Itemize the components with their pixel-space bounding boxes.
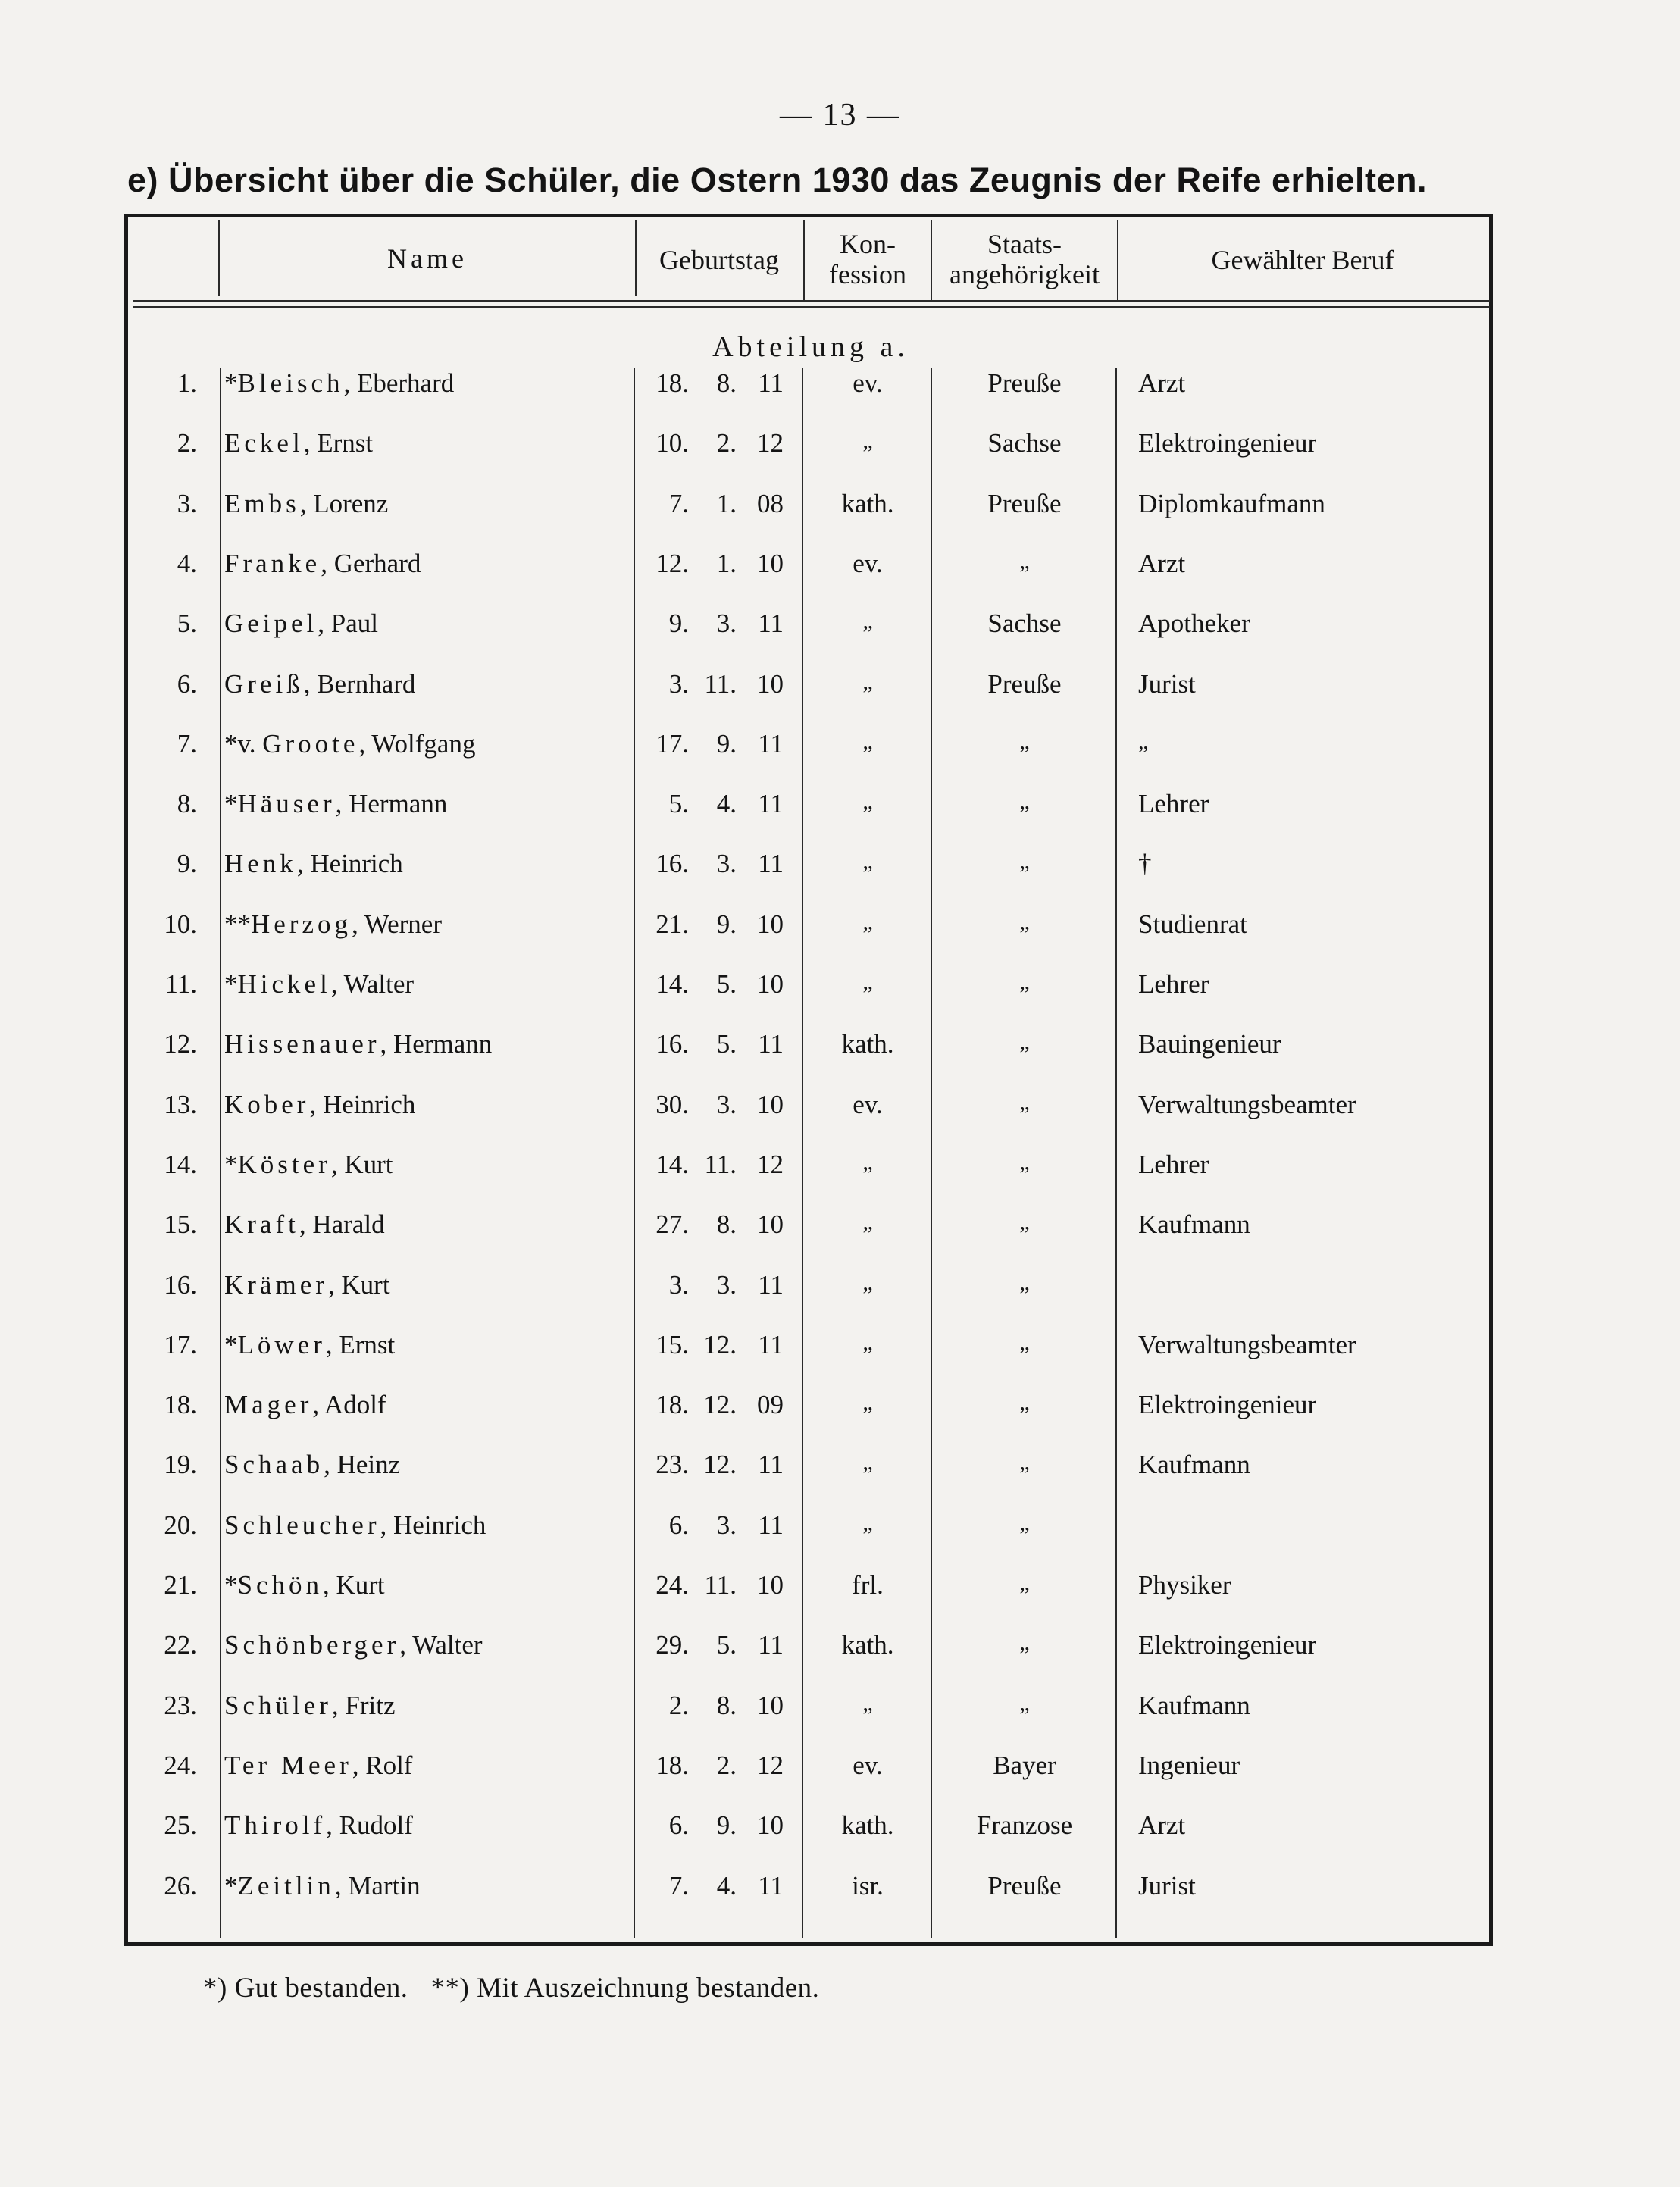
header-staat-line2: angehörigkeit [949,259,1100,289]
student-name [224,729,475,759]
beruf: Arzt [1138,368,1186,398]
surname: Schönberger [224,1630,400,1660]
header-staat-line1: Staats- [987,229,1062,259]
student-name [224,1390,386,1420]
birth-year: 10 [757,1691,784,1720]
birth-day: 18. [655,368,689,398]
staatsangehoerigkeit: Sachse [987,428,1062,458]
birth-year: 11 [758,789,784,818]
birth-year: 08 [757,489,784,518]
student-name [224,1751,412,1781]
konfession: „ [862,1150,873,1175]
column-divider [931,368,932,1938]
birth-day: 18. [655,1751,689,1780]
surname: Krämer [224,1270,328,1300]
birth-year: 11 [758,1029,784,1059]
given-name: , Rudolf [326,1810,413,1840]
student-name [224,489,388,519]
name-prefix: ** [224,909,251,939]
birth-day: 24. [655,1570,689,1600]
student-name [224,1871,421,1901]
staatsangehoerigkeit: „ [1019,849,1030,874]
birth-day: 16. [655,849,689,878]
staatsangehoerigkeit: „ [1019,1209,1030,1234]
birth-month: 11. [704,1570,737,1600]
birth-month: 3. [716,609,737,638]
birth-year: 11 [758,1630,784,1660]
surname: Häuser [237,789,336,818]
given-name: , Bernhard [303,669,416,699]
row-number: 11. [164,969,197,999]
birth-day: 29. [655,1630,689,1660]
name-prefix: * [224,1330,238,1359]
staatsangehoerigkeit: „ [1019,1150,1030,1175]
staatsangehoerigkeit: „ [1019,1390,1030,1415]
surname: Mager [224,1390,313,1419]
konfession: ev. [853,549,883,578]
birth-day: 30. [655,1090,689,1119]
given-name: , Adolf [312,1390,386,1419]
header-geburtstag: Geburtstag [659,245,779,275]
birth-day: 23. [655,1450,689,1479]
birth-month: 3. [716,849,737,878]
birth-day: 6. [668,1510,689,1540]
konfession: kath. [841,1029,894,1059]
birth-day: 12. [655,549,689,578]
staatsangehoerigkeit: „ [1019,909,1030,934]
column-divider [802,368,803,1938]
konfession: „ [862,669,873,694]
name-prefix: * [224,1150,238,1179]
birth-day: 18. [655,1390,689,1419]
surname: Greiß [224,669,304,699]
row-number: 9. [177,849,197,878]
beruf: Studienrat [1138,909,1247,939]
student-name [224,1570,385,1600]
konfession: kath. [841,1810,894,1840]
birth-year: 11 [758,1450,784,1479]
birth-month: 9. [716,729,737,759]
row-number: 22. [164,1630,197,1660]
birth-year: 12 [757,428,784,458]
given-name: , Rolf [352,1751,413,1780]
given-name: , Walter [399,1630,483,1660]
birth-year: 11 [758,729,784,759]
birth-day: 21. [655,909,689,939]
given-name: , Fritz [331,1691,396,1720]
given-name: , Harald [299,1209,385,1239]
column-divider [220,368,221,1938]
konfession: „ [862,428,873,453]
birth-day: 16. [655,1029,689,1059]
birth-month: 4. [716,1871,737,1901]
name-prefix: * [224,1570,238,1600]
surname: Hickel [237,969,331,999]
student-name [224,428,373,458]
row-number: 10. [164,909,197,939]
given-name: , Ernst [325,1330,396,1359]
header-konfession-line1: Kon- [840,229,896,259]
student-name [224,1150,393,1180]
beruf: Jurist [1138,1871,1196,1901]
student-name [224,1810,413,1841]
student-name [224,1090,415,1120]
konfession: „ [862,1390,873,1415]
given-name: , Heinrich [380,1510,486,1540]
birth-year: 12 [757,1751,784,1780]
student-name [224,1029,492,1059]
birth-year: 10 [757,669,784,699]
row-number: 26. [164,1871,197,1901]
row-number: 5. [177,609,197,638]
konfession: „ [862,789,873,814]
staatsangehoerigkeit: „ [1019,969,1030,994]
birth-day: 14. [655,969,689,999]
name-prefix: * [224,1871,238,1901]
student-name [224,849,403,879]
surname: Zeitlin [237,1871,335,1901]
beruf: Lehrer [1138,969,1209,999]
surname: Herzog [251,909,352,939]
staatsangehoerigkeit: „ [1019,1691,1030,1716]
birth-day: 27. [655,1209,689,1239]
section-title: Abteilung a. [712,331,909,363]
student-name [224,1691,396,1721]
birth-month: 5. [716,1029,737,1059]
name-prefix: *v. [224,729,263,759]
staatsangehoerigkeit: „ [1019,729,1030,754]
birth-day: 15. [655,1330,689,1359]
birth-year: 10 [757,969,784,999]
konfession: „ [862,1209,873,1234]
given-name: , Kurt [323,1570,385,1600]
column-divider [1115,368,1117,1938]
birth-day: 9. [668,609,689,638]
konfession: „ [862,1450,873,1475]
row-number: 25. [164,1810,197,1840]
row-number: 20. [164,1510,197,1540]
surname: Kober [224,1090,310,1119]
given-name: , Hermann [380,1029,493,1059]
birth-month: 2. [716,428,737,458]
birth-day: 3. [668,1270,689,1300]
birth-month: 2. [716,1751,737,1780]
row-number: 1. [177,368,197,398]
konfession: „ [862,729,873,754]
birth-day: 5. [668,789,689,818]
given-name: , Eberhard [343,368,455,398]
konfession: „ [862,609,873,634]
beruf: Elektroingenieur [1138,1390,1317,1419]
given-name: , Gerhard [321,549,421,578]
row-number: 6. [177,669,197,699]
row-number: 2. [177,428,197,458]
header-name: Name [387,243,468,274]
row-number: 23. [164,1691,197,1720]
surname: Kraft [224,1209,299,1239]
footnote-distinction: **) Mit Auszeichnung bestanden. [430,1973,820,2004]
birth-month: 3. [716,1270,737,1300]
header-rule-bottom [133,306,1490,308]
column-divider [634,368,635,1938]
birth-day: 10. [655,428,689,458]
birth-month: 3. [716,1510,737,1540]
birth-year: 10 [757,1810,784,1840]
given-name: , Paul [318,609,379,638]
header-konfession-line2: fession [829,259,906,289]
beruf: Lehrer [1138,789,1209,818]
beruf: Elektroingenieur [1138,428,1317,458]
student-name [224,549,421,579]
beruf: Arzt [1138,549,1186,578]
konfession: „ [862,1270,873,1295]
beruf: Verwaltungsbeamter [1138,1330,1356,1359]
birth-month: 5. [716,1630,737,1660]
name-prefix: * [224,368,238,398]
konfession: „ [862,1330,873,1355]
given-name: , Ernst [303,428,374,458]
given-name: , Wolfgang [358,729,476,759]
surname: Hissenauer [224,1029,380,1059]
surname: Löwer [237,1330,326,1359]
column-divider [218,220,220,296]
beruf: Physiker [1138,1570,1231,1600]
birth-year: 11 [758,1871,784,1901]
beruf: Kaufmann [1138,1450,1250,1479]
konfession: ev. [853,1751,883,1780]
staatsangehoerigkeit: Preuße [987,489,1062,518]
birth-month: 8. [716,1209,737,1239]
surname: Schön [237,1570,323,1600]
row-number: 12. [164,1029,197,1059]
birth-month: 8. [716,1691,737,1720]
birth-month: 1. [716,549,737,578]
birth-day: 17. [655,729,689,759]
staatsangehoerigkeit: „ [1019,1330,1030,1355]
konfession: „ [862,969,873,994]
row-number: 7. [177,729,197,759]
birth-day: 2. [668,1691,689,1720]
row-number: 24. [164,1751,197,1780]
given-name: , Walter [330,969,415,999]
staatsangehoerigkeit: Franzose [976,1810,1073,1840]
row-number: 18. [164,1390,197,1419]
surname: Embs [224,489,300,518]
footnote-good: *) Gut bestanden. [203,1973,408,2004]
birth-day: 7. [668,489,689,518]
beruf: Apotheker [1138,609,1250,638]
birth-year: 10 [757,1570,784,1600]
birth-year: 10 [757,1090,784,1119]
row-number: 16. [164,1270,197,1300]
row-number: 3. [177,489,197,518]
student-name [224,609,378,639]
surname: Eckel [224,428,304,458]
konfession: „ [862,849,873,874]
birth-year: 10 [757,1209,784,1239]
birth-month: 12. [703,1390,737,1419]
student-name [224,969,414,1000]
row-number: 19. [164,1450,197,1479]
birth-month: 9. [716,1810,737,1840]
beruf: Elektroingenieur [1138,1630,1317,1660]
beruf: Arzt [1138,1810,1186,1840]
birth-month: 3. [716,1090,737,1119]
birth-year: 11 [758,368,784,398]
birth-year: 09 [757,1390,784,1419]
birth-month: 12. [703,1330,737,1359]
student-name [224,1510,486,1541]
beruf: Lehrer [1138,1150,1209,1179]
student-name [224,1270,390,1300]
student-name [224,368,454,399]
surname: Geipel [224,609,318,638]
header-beruf: Gewählter Beruf [1211,245,1394,275]
staatsangehoerigkeit: „ [1019,1510,1030,1535]
konfession: frl. [852,1570,884,1600]
birth-month: 4. [716,789,737,818]
staatsangehoerigkeit: Preuße [987,669,1062,699]
staatsangehoerigkeit: „ [1019,549,1030,574]
name-prefix: * [224,969,238,999]
birth-year: 11 [758,1330,784,1359]
birth-month: 9. [716,909,737,939]
surname: Ter Meer [224,1751,352,1780]
beruf: Bauingenieur [1138,1029,1281,1059]
surname: Schüler [224,1691,332,1720]
konfession: ev. [853,1090,883,1119]
birth-year: 11 [758,849,784,878]
konfession: kath. [841,1630,894,1660]
staatsangehoerigkeit: Preuße [987,368,1062,398]
student-name [224,1209,385,1240]
student-name [224,1450,400,1480]
surname: Thirolf [224,1810,327,1840]
row-number: 13. [164,1090,197,1119]
birth-year: 10 [757,909,784,939]
row-number: 8. [177,789,197,818]
staatsangehoerigkeit: „ [1019,1630,1030,1655]
birth-year: 11 [758,1510,784,1540]
staatsangehoerigkeit: „ [1019,1029,1030,1054]
birth-month: 8. [716,368,737,398]
given-name: , Heinrich [309,1090,416,1119]
given-name: , Kurt [327,1270,390,1300]
konfession: ev. [853,368,883,398]
surname: Franke [224,549,321,578]
staatsangehoerigkeit: Bayer [993,1751,1056,1780]
beruf: „ [1138,729,1149,754]
beruf: † [1138,849,1152,878]
staatsangehoerigkeit: „ [1019,1270,1030,1295]
given-name: , Lorenz [299,489,389,518]
row-number: 21. [164,1570,197,1600]
surname: Bleisch [237,368,344,398]
beruf: Jurist [1138,669,1196,699]
student-name [224,1330,395,1360]
surname: Groote [262,729,359,759]
page-number: — 13 — [780,98,900,133]
birth-day: 3. [668,669,689,699]
student-name [224,669,415,699]
beruf: Ingenieur [1138,1751,1240,1780]
beruf: Diplomkaufmann [1138,489,1325,518]
staatsangehoerigkeit: Preuße [987,1871,1062,1901]
konfession: „ [862,1691,873,1716]
header-rule-top [133,300,1490,302]
row-number: 14. [164,1150,197,1179]
beruf: Verwaltungsbeamter [1138,1090,1356,1119]
staatsangehoerigkeit: Sachse [987,609,1062,638]
birth-year: 10 [757,549,784,578]
birth-year: 11 [758,1270,784,1300]
birth-month: 11. [704,669,737,699]
given-name: , Hermann [335,789,448,818]
konfession: kath. [841,489,894,518]
birth-month: 1. [716,489,737,518]
row-number: 15. [164,1209,197,1239]
given-name: , Heinrich [296,849,403,878]
birth-month: 12. [703,1450,737,1479]
staatsangehoerigkeit: „ [1019,1570,1030,1595]
konfession: isr. [852,1871,884,1901]
birth-year: 12 [757,1150,784,1179]
beruf: Kaufmann [1138,1691,1250,1720]
birth-day: 14. [655,1150,689,1179]
birth-year: 11 [758,609,784,638]
surname: Henk [224,849,297,878]
birth-month: 5. [716,969,737,999]
staatsangehoerigkeit: „ [1019,1450,1030,1475]
student-name [224,789,447,819]
surname: Köster [237,1150,331,1179]
staatsangehoerigkeit: „ [1019,789,1030,814]
row-number: 17. [164,1330,197,1359]
student-name [224,909,442,940]
row-number: 4. [177,549,197,578]
given-name: , Martin [334,1871,421,1901]
staatsangehoerigkeit: „ [1019,1090,1030,1115]
birth-day: 6. [668,1810,689,1840]
given-name: , Werner [352,909,442,939]
birth-day: 7. [668,1871,689,1901]
footnotes [203,1972,819,2004]
page-heading: e) Übersicht über die Schüler, die Ostern 1930 das Zeugnis der Reife erhielten. [127,161,1428,199]
surname: Schaab [224,1450,324,1479]
beruf: Kaufmann [1138,1209,1250,1239]
given-name: , Heinz [324,1450,401,1479]
konfession: „ [862,1510,873,1535]
birth-month: 11. [704,1150,737,1179]
surname: Schleucher [224,1510,380,1540]
student-name [224,1630,483,1660]
table-frame [124,214,1493,1946]
given-name: , Kurt [330,1150,393,1179]
konfession: „ [862,909,873,934]
name-prefix: * [224,789,238,818]
